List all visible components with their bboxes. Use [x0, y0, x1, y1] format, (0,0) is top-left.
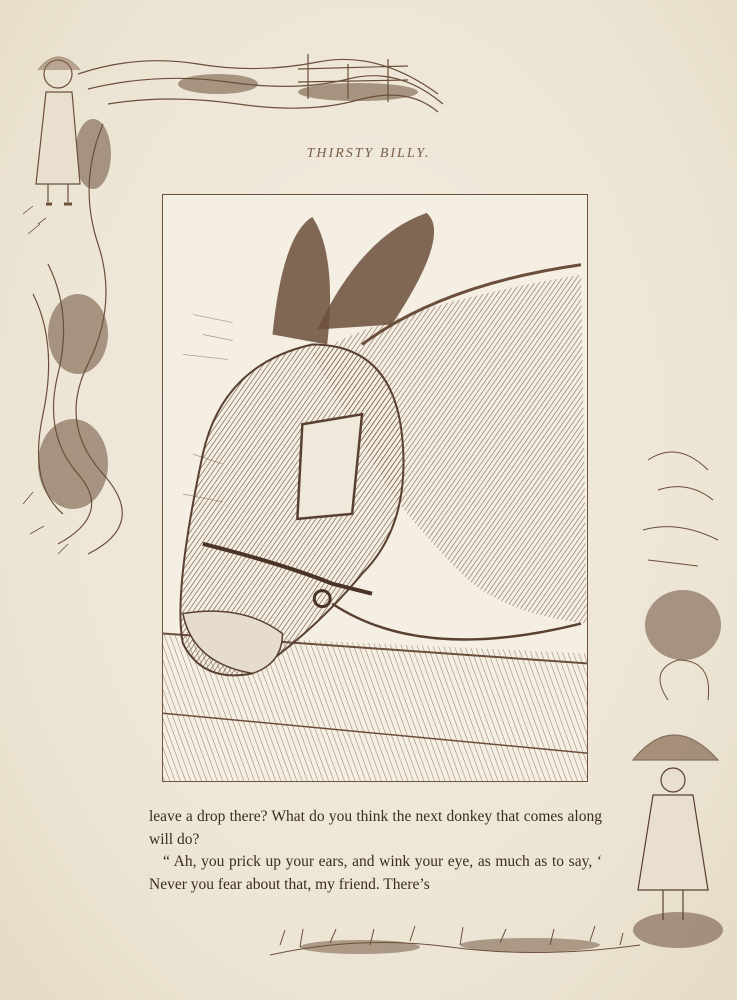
right-border-vignette [628, 430, 728, 960]
bottom-grass-border [270, 915, 640, 965]
paragraph: “ Ah, you prick up your ears, and wink your eye, as much as to say, ‘ Never you fear about that, my friend. There’s [149, 853, 602, 893]
donkey-illustration [162, 194, 588, 782]
body-text [149, 806, 602, 896]
running-title: THIRSTY BILLY. [306, 146, 431, 161]
paragraph: leave a drop there? What do you think the next donkey that comes along will do? [149, 808, 602, 848]
